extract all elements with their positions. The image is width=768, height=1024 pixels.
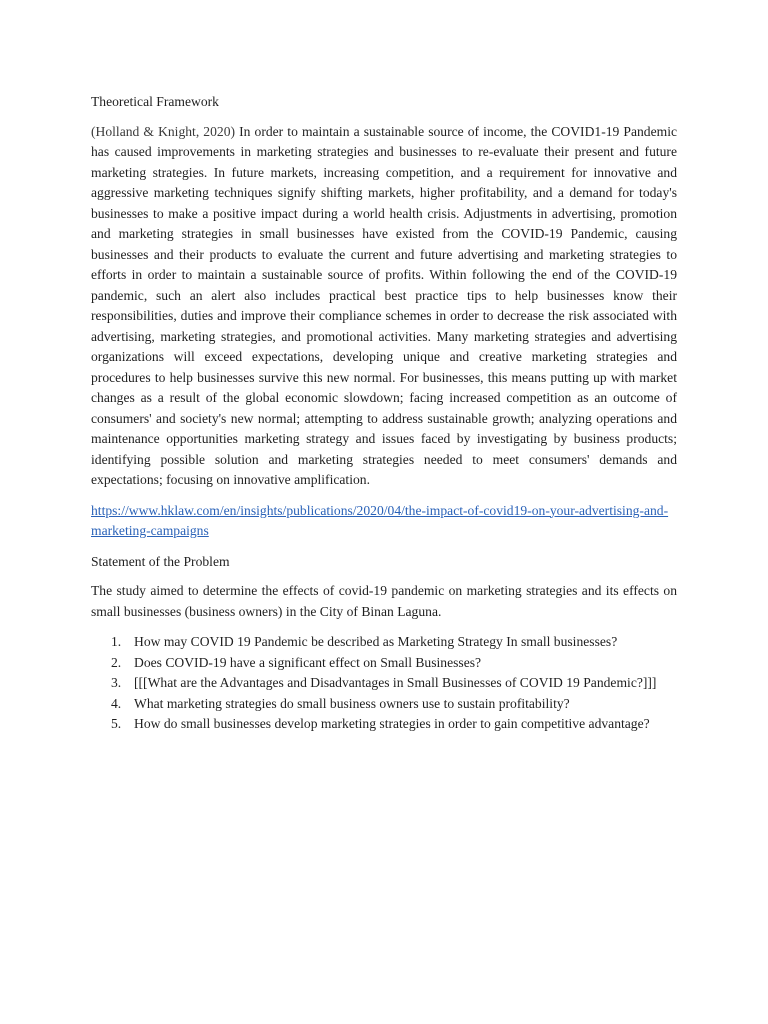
list-item-text: Does COVID-19 have a significant effect on Small Businesses? (134, 654, 482, 670)
theoretical-framework-paragraph (91, 122, 677, 491)
statement-paragraph: The study aimed to determine the effects of covid-19 pandemic on marketing strategies and its effects on small businesses (business owners) in the City of Binan Laguna. (91, 583, 677, 619)
document-page (91, 92, 677, 735)
list-item (91, 714, 677, 735)
list-item (91, 673, 677, 694)
source-link[interactable]: https://www.hklaw.com/en/insights/publications/2020/04/the-impact-of-covid19-on-your-advertising-and-marketing-campaigns (91, 502, 669, 538)
list-item-number: 5. (111, 716, 122, 731)
list-item-number: 3. (111, 675, 122, 690)
list-item-number: 1. (111, 634, 122, 649)
list-item-number: 2. (111, 654, 122, 670)
research-questions-list (91, 632, 677, 735)
list-item-text: How do small businesses develop marketing strategies in order to gain competitive advantage? (134, 716, 650, 731)
list-item-number: 4. (111, 695, 122, 711)
section-heading-statement-of-problem: Statement of the Problem (91, 553, 230, 569)
list-item (91, 632, 677, 653)
paragraph-body: In order to maintain a sustainable source of income, the COVID1-19 Pandemic has caused improvements in marketing strategies and businesses to re-evaluate their present and future marketing strategies. In future markets, increasing competition, and a requirement for innovative and aggressive marketing techniques signify shifting markets, higher profitability, and a demand for today's businesses to make a positive impact during a world health crisis. Adjustments in advertising, promotion and marketing strategies in small businesses have existed from the COVID-19 Pandemic, causing businesses and their products to evaluate the current and future advertising and marketing strategies to efforts in order to maintain a sustainable source of profits. Within following the end of the COVID-19 pandemic, such an alert also includes practical best practice tips to help businesses know their responsibilities, duties and improve their compliance schemes in order to decrease the risk associated with advertising, marketing strategies, and promotional activities. Many marketing strategies and advertising organizations will exceed expectations, developing unique and creative marketing strategies and procedures to help businesses survive this new normal. For businesses, this means putting up with market changes as a result of the global economic slowdown; facing increased competition as an outcome of consumers' and society's new normal; attempting to address sustainable growth; analyzing operations and maintenance opportunities marketing strategy and issues faced by investigating by business products; identifying possible solution and marketing strategies needed to meet consumers' demands and expectations; focusing on innovative amplification. (91, 123, 678, 487)
list-item-text: [[[What are the Advantages and Disadvantages in Small Businesses of COVID 19 Pandemic?]]] (134, 675, 657, 690)
list-item-text: How may COVID 19 Pandemic be described as Marketing Strategy In small businesses? (134, 634, 618, 649)
section-heading-theoretical-framework: Theoretical Framework (91, 94, 219, 109)
list-item (91, 694, 677, 715)
citation: (Holland & Knight, 2020) (91, 123, 236, 139)
list-item (91, 653, 677, 674)
list-item-text: What marketing strategies do small business owners use to sustain profitability? (134, 695, 570, 711)
